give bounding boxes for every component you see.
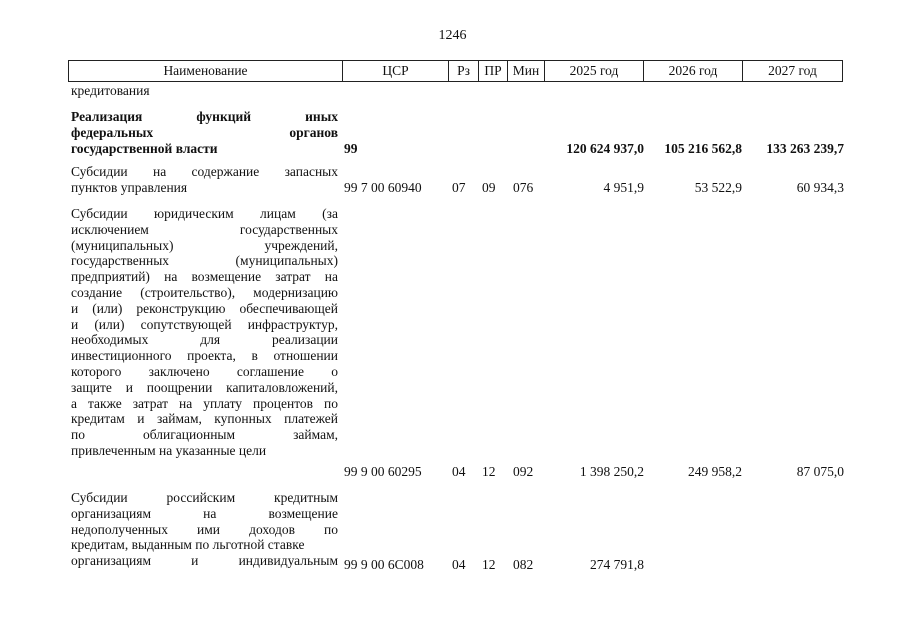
row-name-line: организациям и индивидуальным (71, 553, 338, 569)
row-name-line: а также затрат на уплату процентов по (71, 395, 338, 411)
row-name-line: Субсидии на содержание запасных (71, 164, 338, 179)
row-name-line: Субсидии юридическим лицам (за (71, 206, 338, 221)
row-name-line: создание (строительство), модернизацию (71, 284, 338, 300)
row-name-line: Реализация функций иных (71, 109, 338, 124)
header-min: Мин (508, 61, 545, 82)
row-name-line: и (или) реконструкцию обеспечивающей (71, 300, 338, 316)
row-name-line: защите и поощрении капиталовложений, (71, 379, 338, 395)
row-pr: 12 (482, 557, 496, 572)
row-name-line: и (или) сопутствующей инфраструктур, (71, 316, 338, 332)
row-name (71, 164, 338, 196)
row-name-line: государственной власти (71, 140, 218, 156)
row-rz: 04 (452, 557, 466, 572)
continuation-text: кредитования (71, 83, 150, 98)
row-name-line: привлеченным на указанные цели (71, 442, 267, 458)
row-min: 076 (513, 180, 534, 195)
row-min: 082 (513, 557, 534, 572)
row-name-line: предприятий) на возмещение затрат на (71, 269, 338, 285)
row-2026: 105 216 562,8 (664, 141, 742, 156)
row-csr: 99 9 00 6С008 (344, 557, 424, 572)
row-name-line: пунктов управления (71, 179, 188, 195)
row-name-line: государственных (муниципальных) (71, 253, 338, 269)
header-2027: 2027 год (743, 61, 843, 82)
row-rz: 04 (452, 464, 466, 479)
row-csr: 99 (344, 141, 358, 156)
row-csr: 99 7 00 60940 (344, 180, 422, 195)
row-2027: 133 263 239,7 (766, 141, 844, 156)
row-2025: 1 398 250,2 (579, 464, 644, 479)
row-pr: 12 (482, 464, 496, 479)
row-2026: 53 522,9 (694, 180, 742, 195)
row-name-line: по облигационным займам, (71, 427, 338, 443)
header-2025: 2025 год (545, 61, 644, 82)
row-2026: 249 958,2 (688, 464, 742, 479)
row-name-line: (муниципальных) учреждений, (71, 237, 338, 253)
row-name (71, 109, 338, 156)
row-name-line: недополученных ими доходов по (71, 521, 338, 537)
row-name-line: кредитам, выданным по льготной ставке (71, 537, 305, 553)
row-name-line: инвестиционного проекта, в отношении (71, 348, 338, 364)
page-number: 1246 (438, 28, 467, 43)
row-2025: 120 624 937,0 (566, 141, 644, 156)
header-rz: Рз (449, 61, 479, 82)
row-name-line: кредитам и займам, купонных платежей (71, 411, 338, 427)
row-min: 092 (513, 464, 534, 479)
header-name: Наименование (69, 61, 343, 82)
row-2027: 60 934,3 (796, 180, 844, 195)
row-csr: 99 9 00 60295 (344, 464, 422, 479)
row-rz: 07 (452, 180, 466, 195)
row-name (71, 490, 338, 569)
header-csr: ЦСР (343, 61, 449, 82)
header-pr: ПР (479, 61, 508, 82)
row-name-line: федеральных органов (71, 124, 338, 140)
row-name-line: необходимых для реализации (71, 332, 338, 348)
header-2026: 2026 год (644, 61, 743, 82)
table-header (68, 60, 843, 82)
row-2025: 4 951,9 (603, 180, 644, 195)
row-name (71, 206, 338, 459)
row-2027: 87 075,0 (796, 464, 844, 479)
row-name-line: которого заключено соглашение о (71, 363, 338, 379)
row-name-line: исключением государственных (71, 221, 338, 237)
row-name-line: организациям на возмещение (71, 505, 338, 521)
row-name-line: Субсидии российским кредитным (71, 490, 338, 505)
row-2025: 274 791,8 (590, 557, 644, 572)
row-pr: 09 (482, 180, 496, 195)
